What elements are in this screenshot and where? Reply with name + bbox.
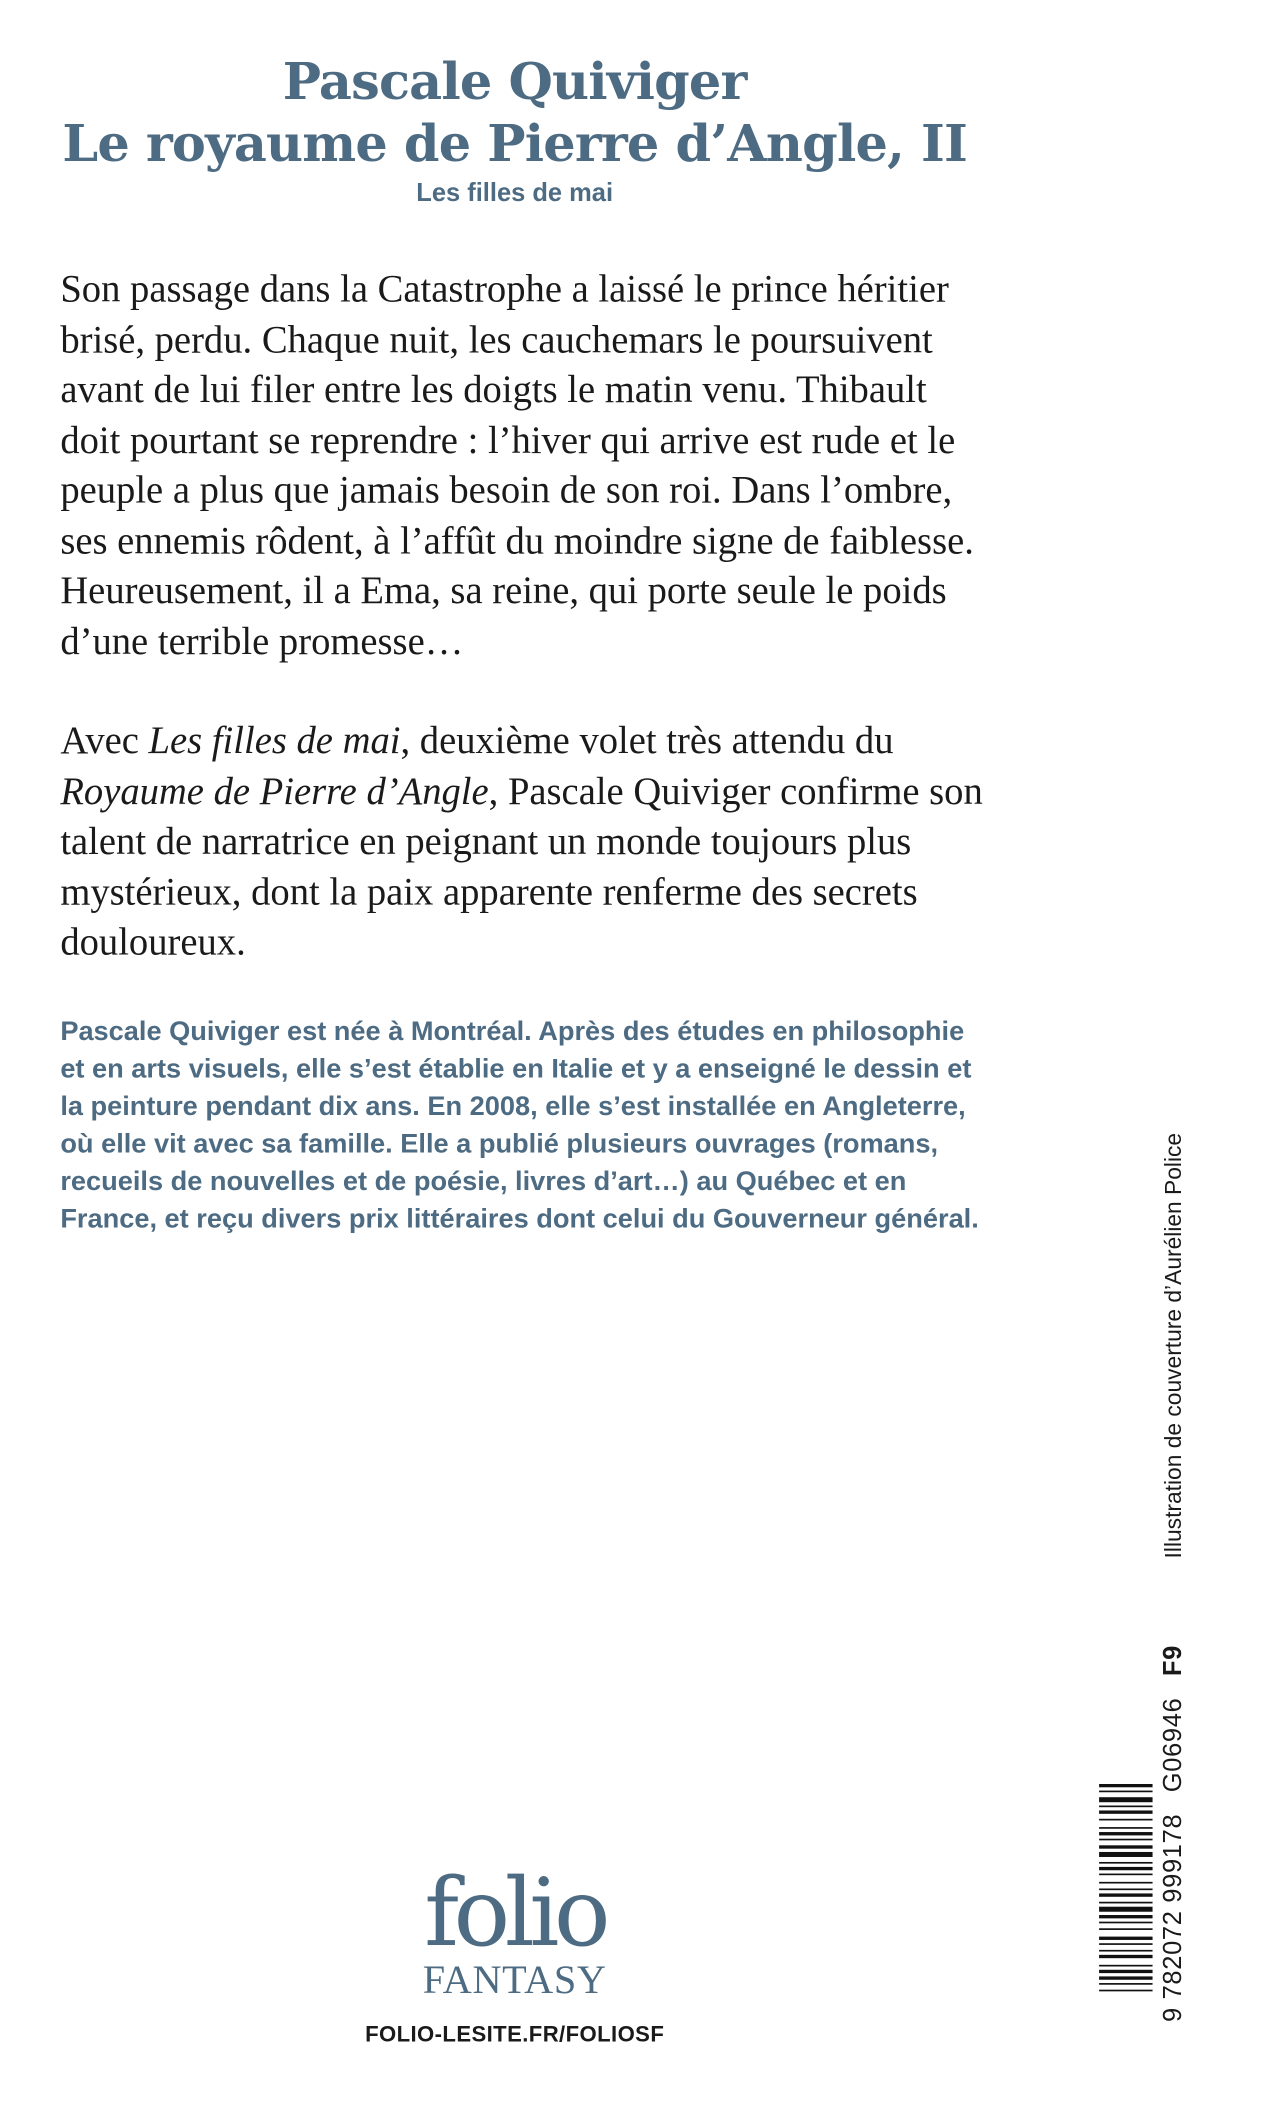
blurb-paragraph-1: Son passage dans la Catastrophe a laissé le prince héritier brisé, perdu. Chaque nuit, les cauchemars le poursuivent avant de lui filer entre les doigts le matin venu. Thibault doit pourtant se reprendre : l’hiver qui arrive est rude et le peuple a plus que jamais besoin de son roi. Dans l’ombre, ses ennemis rôdent, à l’affût du moindre signe de faiblesse. Heureusement, il a Ema, sa reine, qui porte seule le poids d’une terrible promesse… — [60, 268, 974, 663]
author-bio-text: Pascale Quiviger est née à Montréal. Après des études en philosophie et en arts visuels, elle s’est établie en Italie et y a enseigné le dessin et la peinture pendant dix ans. En 2008, elle s’est installée en Angleterre, où elle vit avec sa famille. Elle a publié plusieurs ouvrages (romans, recueils de nouvelles et de poésie, livres d’art…) au Québec et en France, et reçu divers prix littéraires dont celui du Gouverneur général. — [60, 1017, 979, 1235]
barcode-bar — [1099, 1797, 1153, 1802]
author-name: Pascale Quiviger — [282, 50, 747, 112]
barcode-bar — [1099, 1810, 1153, 1813]
barcode-bar — [1099, 1943, 1153, 1945]
series-title: Le royaume de Pierre d’Angle, II — [62, 112, 967, 173]
book-subtitle: Les filles de mai — [416, 179, 614, 208]
barcode-bar — [1099, 1862, 1153, 1864]
barcode-bar — [1099, 1827, 1153, 1829]
barcode-bar — [1099, 1845, 1153, 1848]
isbn-digits: 9 782072 999178 — [1159, 1813, 1188, 2023]
barcode-bar — [1099, 1867, 1153, 1870]
illustration-credit: Illustration de couverture d’Aurélien Police — [1160, 1132, 1187, 1559]
barcode-bar — [1099, 1791, 1153, 1793]
barcode-bar — [1099, 1893, 1153, 1896]
blurb-paragraph-2 — [60, 717, 985, 968]
barcode-bar — [1099, 1955, 1153, 1958]
barcode-bar — [1099, 1832, 1153, 1835]
barcode-bar — [1099, 1806, 1153, 1808]
barcode-bar — [1099, 1983, 1153, 1985]
barcode-bar — [1099, 1839, 1153, 1841]
blurb-italic-title: Les filles de mai — [148, 719, 401, 763]
barcode-bar — [1099, 1922, 1153, 1924]
barcode-bar — [1099, 1784, 1153, 1787]
barcode-bar — [1099, 1928, 1153, 1930]
blurb-text: Avec — [60, 719, 149, 763]
barcode-bar — [1099, 1970, 1153, 1973]
fantasy-logo: FANTASY — [422, 1958, 607, 2003]
barcode-bar — [1099, 1888, 1153, 1890]
barcode — [1099, 1784, 1153, 2013]
barcode-bar — [1099, 1976, 1153, 1979]
barcode-bar — [1099, 1907, 1153, 1912]
barcode-bar — [1099, 1965, 1153, 1967]
price-category: F9 — [1159, 1645, 1188, 1677]
title-block — [0, 51, 1029, 212]
barcode-bar — [1099, 1819, 1153, 1821]
barcode-graphic — [1099, 1784, 1153, 2013]
blurb-text: , deuxième volet très attendu du — [400, 719, 894, 763]
blurb — [60, 265, 985, 968]
folio-logo: folio — [424, 1857, 606, 1968]
product-code: G06946 — [1159, 1697, 1188, 1793]
barcode-bar — [1099, 1882, 1153, 1884]
barcode-bar — [1099, 1852, 1153, 1857]
website-link[interactable]: FOLIO-LESITE.FR/FOLIOSF — [365, 2022, 665, 2047]
author-bio — [60, 1013, 985, 1238]
barcode-bar — [1099, 1915, 1153, 1918]
barcode-bar — [1099, 1990, 1153, 1992]
isbn-line — [1159, 1645, 1188, 2022]
barcode-bar — [1099, 1902, 1153, 1904]
barcode-bar — [1099, 1874, 1153, 1876]
blurb-text: , Pascale Quiviger confirme son talent de narratrice en peignant un monde toujours plus mystérieux, dont la paix apparente renferme des secrets douloureux. — [60, 770, 983, 964]
barcode-bar — [1099, 1950, 1153, 1952]
barcode-bar — [1099, 1937, 1153, 1940]
blurb-italic-title: Royaume de Pierre d’Angle — [60, 770, 489, 813]
